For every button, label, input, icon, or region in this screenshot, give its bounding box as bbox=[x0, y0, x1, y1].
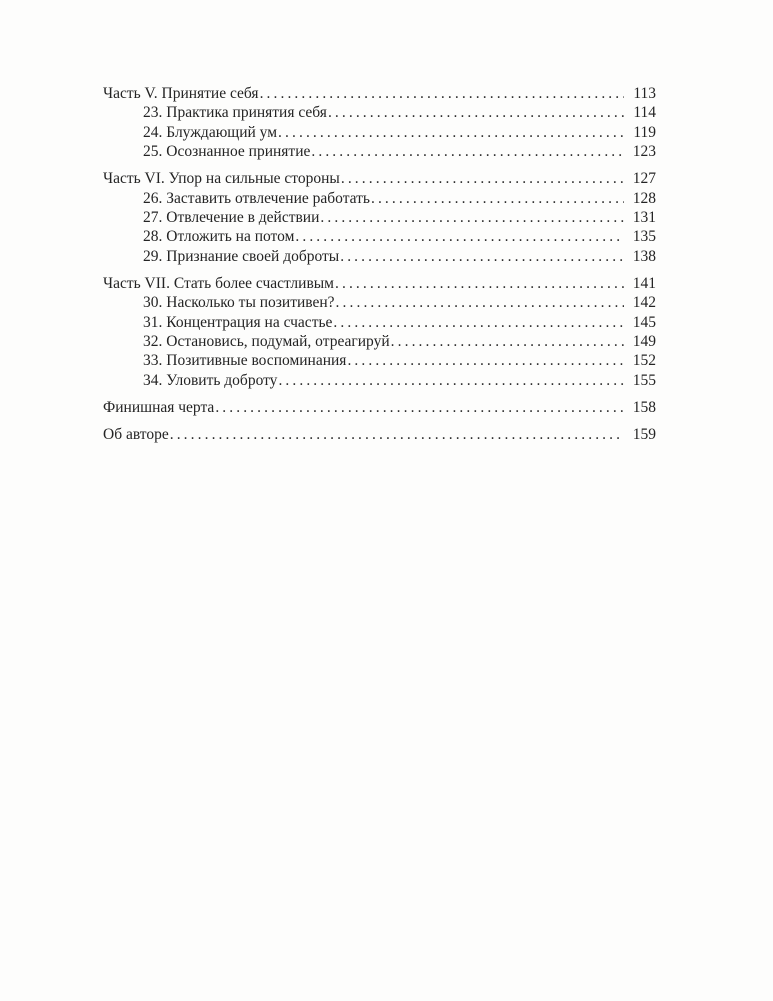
toc-part-row bbox=[103, 169, 656, 188]
leader-dots bbox=[328, 103, 624, 122]
toc-part-row bbox=[103, 274, 656, 293]
toc-chapter-row bbox=[103, 247, 656, 266]
leader-dots bbox=[333, 313, 624, 332]
toc-entry-title: Об авторе bbox=[103, 425, 169, 443]
toc-chapter-row bbox=[103, 293, 656, 312]
toc-chapter-row bbox=[103, 313, 656, 332]
toc-entry-title: 32. Остановись, подумай, отреагируй bbox=[143, 333, 390, 351]
toc-chapter-row bbox=[103, 351, 656, 370]
toc-chapter-row bbox=[103, 123, 656, 142]
leader-dots bbox=[341, 169, 624, 188]
toc-entry-page-number: 158 bbox=[632, 398, 656, 416]
toc-entry-title: 23. Практика принятия себя bbox=[143, 104, 327, 122]
leader-dots bbox=[215, 398, 624, 417]
toc-entry-title: 31. Концентрация на счастье bbox=[143, 313, 333, 331]
toc-entry-title: 28. Отложить на потом bbox=[143, 228, 295, 246]
leader-dots bbox=[347, 351, 624, 370]
leader-dots bbox=[295, 227, 624, 246]
toc-entry-title: 26. Заставить отвлечение работать bbox=[143, 189, 370, 207]
leader-dots bbox=[391, 332, 624, 351]
toc-entry-page-number: 135 bbox=[632, 228, 656, 246]
toc-entry-page-number: 155 bbox=[632, 371, 656, 389]
toc-entry-page-number: 141 bbox=[632, 274, 656, 292]
toc-chapter-row bbox=[103, 189, 656, 208]
toc-entry-title: 25. Осознанное принятие bbox=[143, 143, 311, 161]
table-of-contents bbox=[103, 84, 656, 444]
toc-entry-page-number: 142 bbox=[632, 294, 656, 312]
toc-standalone-row bbox=[103, 425, 656, 444]
toc-entry-page-number: 152 bbox=[632, 352, 656, 370]
toc-entry-page-number: 138 bbox=[632, 247, 656, 265]
leader-dots bbox=[260, 84, 624, 103]
leader-dots bbox=[278, 371, 624, 390]
toc-standalone-row bbox=[103, 398, 656, 417]
leader-dots bbox=[170, 425, 624, 444]
toc-chapter-row bbox=[103, 103, 656, 122]
toc-entry-page-number: 119 bbox=[633, 123, 656, 141]
toc-entry-title: Часть VI. Упор на сильные стороны bbox=[103, 170, 340, 188]
toc-chapter-row bbox=[103, 227, 656, 246]
toc-entry-page-number: 145 bbox=[632, 313, 656, 331]
toc-chapter-row bbox=[103, 332, 656, 351]
leader-dots bbox=[336, 293, 624, 312]
toc-entry-page-number: 149 bbox=[632, 333, 656, 351]
toc-section bbox=[103, 84, 656, 162]
toc-entry-title: 29. Признание своей доброты bbox=[143, 247, 340, 265]
toc-entry-page-number: 113 bbox=[633, 85, 656, 102]
toc-entry-title: 33. Позитивные воспоминания bbox=[143, 352, 347, 370]
toc-entry-page-number: 128 bbox=[632, 189, 656, 207]
toc-entry-title: 34. Уловить доброту bbox=[143, 371, 278, 389]
toc-section bbox=[103, 169, 656, 266]
toc-chapter-row bbox=[103, 208, 656, 227]
toc-entry-page-number: 127 bbox=[632, 170, 656, 188]
toc-section bbox=[103, 425, 656, 444]
toc-entry-title: 27. Отвлечение в действии bbox=[143, 209, 320, 227]
toc-entry-title: Часть V. Принятие себя bbox=[103, 85, 259, 102]
leader-dots bbox=[278, 123, 624, 142]
toc-part-row bbox=[103, 84, 656, 103]
toc-section bbox=[103, 274, 656, 390]
leader-dots bbox=[311, 142, 624, 161]
toc-entry-title: 30. Насколько ты позитивен? bbox=[143, 294, 335, 312]
toc-entry-title: 24. Блуждающий ум bbox=[143, 123, 278, 141]
toc-entry-page-number: 159 bbox=[632, 425, 656, 443]
toc-section bbox=[103, 398, 656, 417]
toc-entry-page-number: 123 bbox=[632, 143, 656, 161]
toc-entry-page-number: 131 bbox=[632, 209, 656, 227]
toc-entry-title: Часть VII. Стать более счастливым bbox=[103, 274, 334, 292]
leader-dots bbox=[340, 247, 624, 266]
leader-dots bbox=[335, 274, 624, 293]
toc-chapter-row bbox=[103, 371, 656, 390]
toc-entry-title: Финишная черта bbox=[103, 398, 215, 416]
leader-dots bbox=[371, 189, 624, 208]
leader-dots bbox=[320, 208, 624, 227]
toc-entry-page-number: 114 bbox=[633, 104, 656, 122]
toc-chapter-row bbox=[103, 142, 656, 161]
